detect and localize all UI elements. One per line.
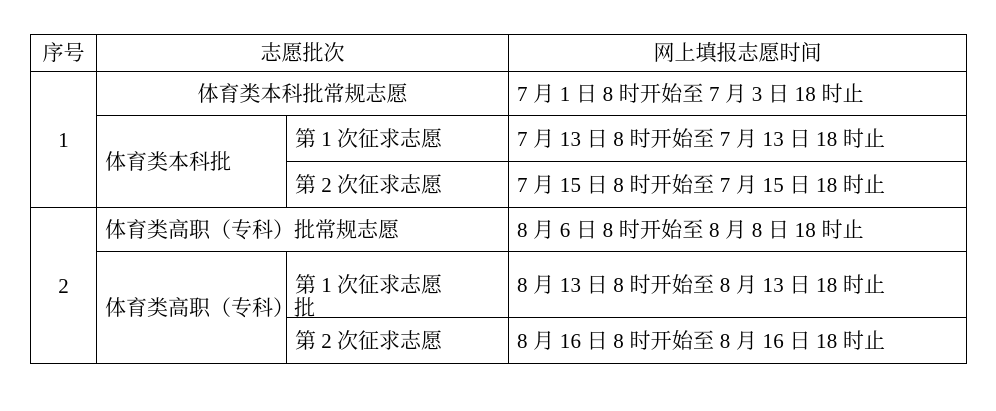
header-batch: 志愿批次 [97, 35, 509, 72]
batch-regular-time: 7 月 1 日 8 时开始至 7 月 3 日 18 时止 [509, 72, 967, 116]
row-number: 2 [31, 208, 97, 364]
sub-batch-time: 8 月 16 日 8 时开始至 8 月 16 日 18 时止 [509, 318, 967, 364]
sub-batch-time: 7 月 15 日 8 时开始至 7 月 15 日 18 时止 [509, 162, 967, 208]
row-number: 1 [31, 72, 97, 208]
sub-batch-label: 第 2 次征求志愿 [287, 318, 509, 364]
table-row [31, 116, 967, 162]
header-no: 序号 [31, 35, 97, 72]
batch-group-label: 体育类高职（专科）批 [97, 252, 287, 364]
sub-batch-time: 8 月 13 日 8 时开始至 8 月 13 日 18 时止 [509, 252, 967, 318]
volunteer-schedule-table [30, 34, 967, 364]
table-row [31, 252, 967, 318]
batch-regular-label: 体育类本科批常规志愿 [97, 72, 509, 116]
table-row [31, 208, 967, 252]
table-row [31, 72, 967, 116]
batch-group-label: 体育类本科批 [97, 116, 287, 208]
schedule-table-container [30, 34, 966, 364]
header-time: 网上填报志愿时间 [509, 35, 967, 72]
batch-regular-time: 8 月 6 日 8 时开始至 8 月 8 日 18 时止 [509, 208, 967, 252]
batch-regular-label: 体育类高职（专科）批常规志愿 [97, 208, 509, 252]
sub-batch-time: 7 月 13 日 8 时开始至 7 月 13 日 18 时止 [509, 116, 967, 162]
sub-batch-label: 第 1 次征求志愿 [287, 252, 509, 318]
table-header-row [31, 35, 967, 72]
sub-batch-label: 第 1 次征求志愿 [287, 116, 509, 162]
sub-batch-label: 第 2 次征求志愿 [287, 162, 509, 208]
